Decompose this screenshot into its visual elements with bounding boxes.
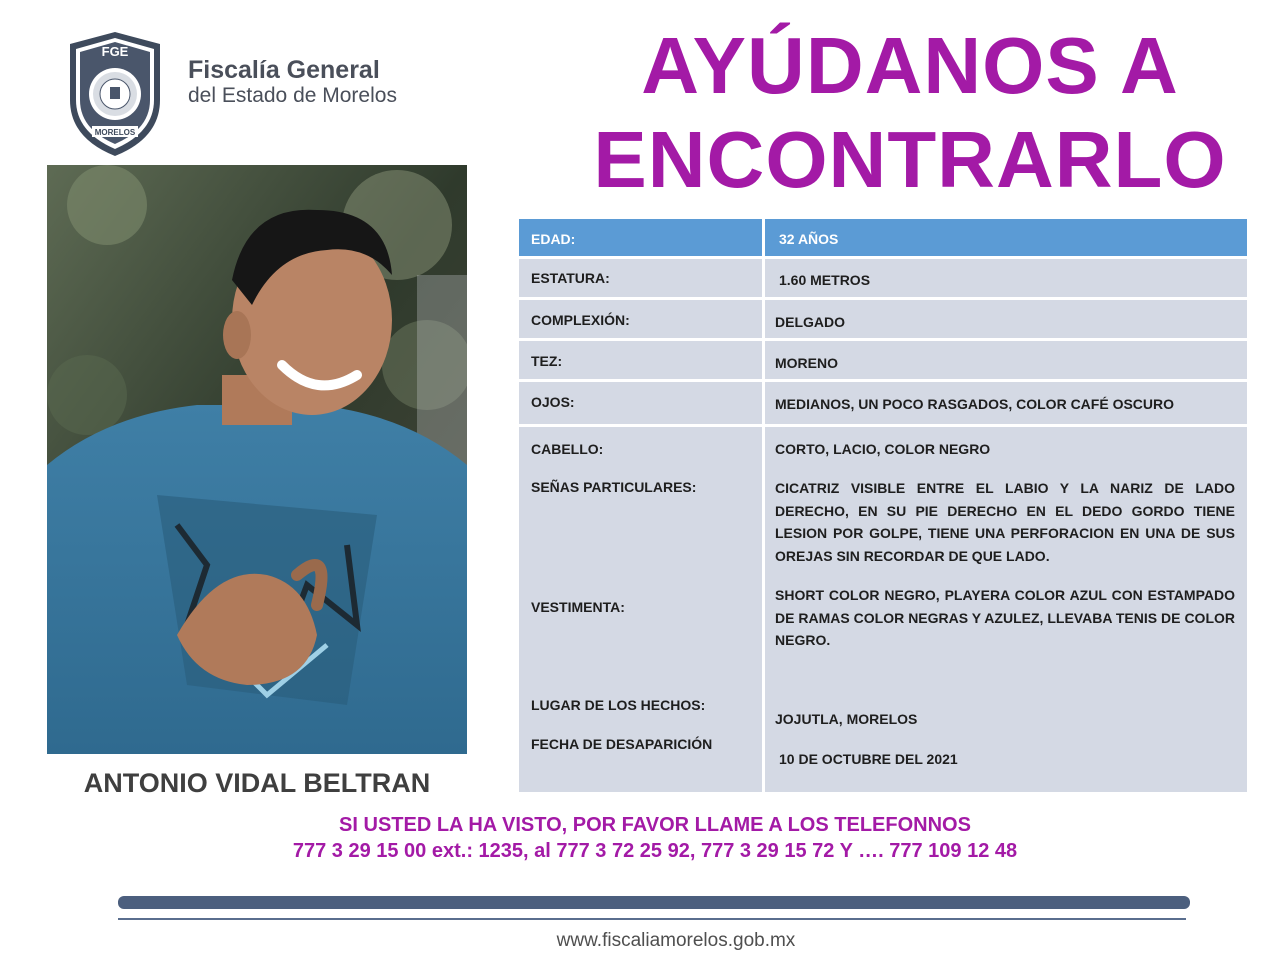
contact-phones: 777 3 29 15 00 ext.: 1235, al 777 3 72 25 92, 777 3 29 15 72 Y …. 777 109 12 48 — [292, 840, 1018, 862]
contact-prompt: SI USTED LA HA VISTO, POR FAVOR LLAME A LOS TELEFONNOS — [339, 814, 971, 836]
marks-label: SEÑAS PARTICULARES: — [531, 479, 697, 495]
skin-value: MORENO — [775, 355, 838, 371]
website-link[interactable]: www.fiscaliamorelos.gob.mx — [556, 930, 796, 951]
badge-top-text: FGE — [101, 44, 129, 59]
place-value: JOJUTLA, MORELOS — [775, 711, 918, 727]
clothing-label: VESTIMENTA: — [531, 599, 625, 615]
description-table — [519, 219, 1247, 792]
footer-divider-thick — [118, 896, 1190, 909]
place-label: LUGAR DE LOS HECHOS: — [531, 697, 706, 713]
date-value: 10 DE OCTUBRE DEL 2021 — [779, 751, 958, 767]
date-label: FECHA DE DESAPARICIÓN — [531, 736, 713, 752]
hair-value: CORTO, LACIO, COLOR NEGRO — [775, 441, 991, 457]
org-name: Fiscalía General — [188, 56, 380, 84]
marks-value: CICATRIZ VISIBLE ENTRE EL LABIO Y LA NARIZ DE LADO DERECHO, EN SU PIE DERECHO EN EL DEDO GORDO TIENE LESION POR GOLPE, TIENE UNA PERFORACION EN UNA DE SUS OREJAS SIN RECORDAR DE QUE LADO. — [775, 480, 1235, 564]
badge-bottom-text: MORELOS — [94, 128, 136, 137]
missing-person-photo — [47, 165, 467, 754]
headline-line-1: AYÚDANOS A — [641, 21, 1179, 110]
fge-shield-logo — [64, 30, 166, 158]
eyes-label: OJOS: — [531, 394, 575, 410]
row-age — [519, 219, 1247, 256]
eyes-value: MEDIANOS, UN POCO RASGADOS, COLOR CAFÉ OSCURO — [775, 396, 1175, 412]
age-value: 32 AÑOS — [779, 231, 839, 247]
row-build — [519, 300, 1247, 338]
skin-label: TEZ: — [531, 353, 563, 369]
build-label: COMPLEXIÓN: — [531, 312, 630, 328]
clothing-value: SHORT COLOR NEGRO, PLAYERA COLOR AZUL CON ESTAMPADO DE RAMAS COLOR NEGRAS Y AZULEZ, LLEVABA TENIS DE COLOR NEGRO. — [775, 587, 1235, 648]
row-skin — [519, 341, 1247, 379]
org-subtitle: del Estado de Morelos — [188, 84, 397, 107]
row-details — [519, 427, 1247, 792]
row-height — [519, 259, 1247, 297]
hair-label: CABELLO: — [531, 441, 604, 457]
height-label: ESTATURA: — [531, 270, 610, 286]
build-value: DELGADO — [775, 314, 845, 330]
row-eyes — [519, 382, 1247, 424]
height-value: 1.60 METROS — [779, 272, 871, 288]
headline-line-2: ENCONTRARLO — [593, 115, 1227, 204]
missing-person-name: ANTONIO VIDAL BELTRAN — [83, 768, 431, 798]
footer-divider-thin — [118, 918, 1186, 920]
age-label: EDAD: — [531, 231, 576, 247]
